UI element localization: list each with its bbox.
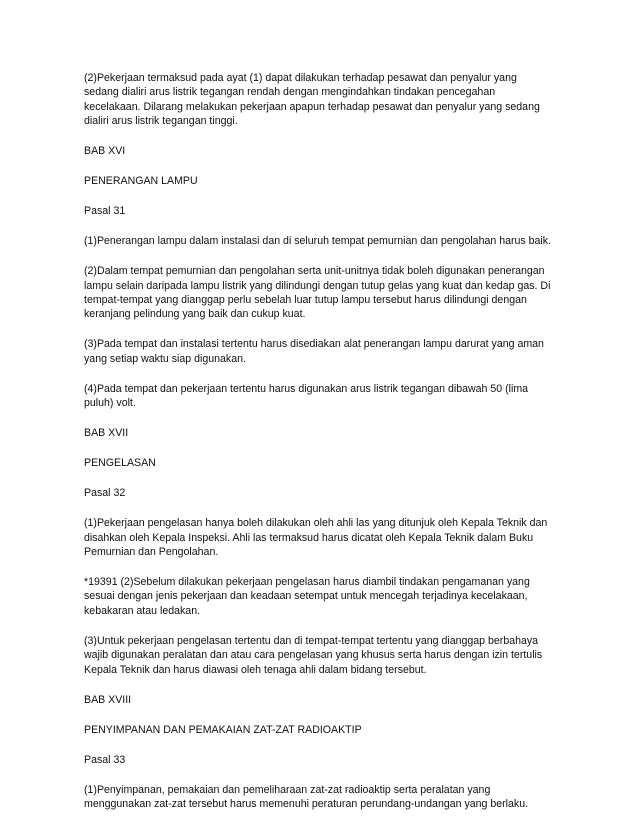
paragraph-pasal-31-ayat-4: (4)Pada tempat dan pekerjaan tertentu harus digunakan arus listrik tegangan dibawah 50 (lima puluh) volt. bbox=[84, 382, 529, 410]
paragraph-pasal-30-ayat-2: (2)Pekerjaan termaksud pada ayat (1) dapat dilakukan terhadap pesawat dan penyalur yang sedang dialiri arus listrik tegangan rendah dengan mengindahkan tindakan pencegahan kecelakaan. Dilarang melakukan pekerjaan apapun terhadap pesawat dan penyalur yang sedang dialiri arus listrik tegangan tinggi. bbox=[84, 72, 540, 128]
paragraph-pasal-32-ayat-3: (3)Untuk pekerjaan pengelasan tertentu dan di tempat-tempat tertentu yang dianggap berbahaya wajib digunakan peralatan dan atau cara pengelasan yang khusus serta harus dengan izin tertulis Kepala Teknik dan harus diawasi oleh tenaga ahli dalam bidang tersebut. bbox=[84, 634, 543, 676]
chapter-heading-bab-xvi: BAB XVI bbox=[84, 145, 126, 158]
paragraph-pasal-32-ayat-2: *19391 (2)Sebelum dilakukan pekerjaan pengelasan harus diambil tindakan pengamanan yang sesuai dengan jenis pekerjaan dan keadaan setempat untuk mencegah terjadinya kecelakaan, kebakaran atau ledakan. bbox=[84, 576, 530, 617]
chapter-heading-bab-xviii: BAB XVIII bbox=[84, 693, 132, 706]
chapter-title-penerangan-lampu: PENERANGAN LAMPU bbox=[84, 175, 198, 188]
document-body bbox=[84, 71, 554, 827]
paragraph-pasal-31-ayat-1: (1)Penerangan lampu dalam instalasi dan di seluruh tempat pemurnian dan pengolahan harus baik. bbox=[84, 235, 552, 248]
paragraph-pasal-31-ayat-3: (3)Pada tempat dan instalasi tertentu harus disediakan alat penerangan lampu darurat yang aman yang setiap waktu siap digunakan. bbox=[84, 338, 544, 365]
chapter-title-pengelasan: PENGELASAN bbox=[84, 457, 156, 470]
paragraph-pasal-33-ayat-1: (1)Penyimpanan, pemakaian dan pemeliharaan zat-zat radioaktip serta peralatan yang menggunakan zat-zat tersebut harus memenuhi peraturan perundang-undangan yang berlaku. bbox=[84, 783, 529, 811]
article-heading-pasal-33: Pasal 33 bbox=[84, 753, 126, 766]
chapter-heading-bab-xvii: BAB XVII bbox=[84, 427, 129, 440]
chapter-title-radioaktip: PENYIMPANAN DAN PEMAKAIAN ZAT-ZAT RADIOAKTIP bbox=[84, 723, 362, 736]
article-heading-pasal-32: Pasal 32 bbox=[84, 487, 126, 500]
paragraph-pasal-31-ayat-2: (2)Dalam tempat pemurnian dan pengolahan serta unit-unitnya tidak boleh digunakan penerangan lampu selain daripada lampu listrik yang dilindungi dengan tutup gelas yang kuat dan kedap gas. Di tempat-tempat yang dianggap perlu sebelah luar tutup lampu tersebut harus dilindungi dengan keranjang pelindung yang baik dan cukup kuat. bbox=[84, 265, 551, 321]
article-heading-pasal-31: Pasal 31 bbox=[84, 205, 126, 218]
paragraph-pasal-32-ayat-1: (1)Pekerjaan pengelasan hanya boleh dilakukan oleh ahli las yang ditunjuk oleh Kepala Teknik dan disahkan oleh Kepala Inspeksi. Ahli las termaksud harus dicatat oleh Kepala Teknik dalam Buku Pemurnian dan Pengolahan. bbox=[84, 517, 548, 559]
